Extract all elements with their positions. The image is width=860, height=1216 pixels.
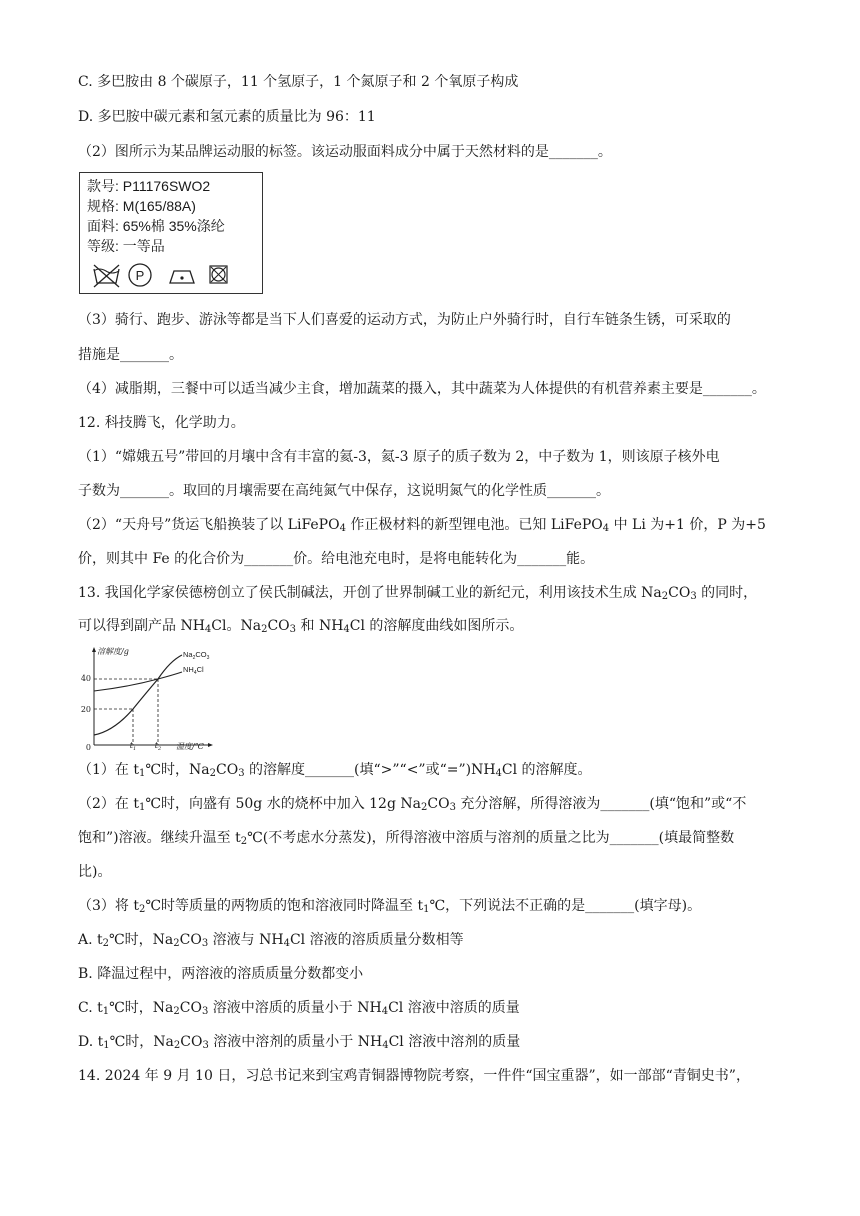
question-12-1-cont: 子数为_______。取回的月壤需要在高纯氮气中保存，这说明氮气的化学性质_______。 [78, 483, 610, 499]
svg-text:P: P [135, 268, 145, 283]
option-13-c: C. $t_1℃$时，$Na_2CO_3$ 溶液中溶质的质量小于 $NH_4Cl$ 溶液中溶质的质量 [78, 1000, 520, 1017]
question-13-cont: 可以得到副产品 $NH_4Cl$。$Na_2CO_3$ 和 $NH_4Cl$ 的溶解度曲线如图所示。 [78, 618, 524, 635]
label-grade: 等级: 一等品 [87, 238, 165, 254]
question-13-2-cont: 饱和”)溶液。继续升温至 $t_2℃$(不考虑水分蒸发)，所得溶液中溶质与溶剂的质量之比为_______(填最简整数 [78, 830, 735, 847]
y-axis-label: 溶解度/g [97, 647, 129, 656]
question-11-2: （2）图所示为某品牌运动服的标签。该运动服面料成分中属于天然材料的是_______。 [78, 144, 612, 160]
y-tick-20: 20 [80, 705, 91, 714]
curve-nh4cl [94, 672, 182, 691]
iron-low-icon [170, 271, 194, 283]
option-d: D. 多巴胺中碳元素和氢元素的质量比为 96：11 [78, 109, 376, 125]
question-12-1: （1）“嫦娥五号”带回的月壤中含有丰富的氦-3，氦-3 原子的质子数为 2，中子数为 1，则该原子核外电 [78, 449, 720, 465]
y-tick-40: 40 [80, 674, 91, 683]
label-fabric: 面料: 65%棉 35%涤纶 [87, 218, 225, 234]
question-12: 12. 科技腾飞，化学助力。 [78, 415, 245, 431]
question-13-3: （3）将 $t_2℃$时等质量的两物质的饱和溶液同时降温至 $t_1℃$，下列说法不正确的是_______(填字母)。 [78, 898, 702, 915]
question-14: 14. 2024 年 9 月 10 日，习总书记来到宝鸡青铜器博物院考察，一件件“国宝重器”，如一部部“青铜史书”， [78, 1068, 750, 1084]
label-size: 规格: M(165/88A) [87, 198, 196, 214]
option-13-a: A. $t_2℃$时，$Na_2CO_3$ 溶液与 $NH_4Cl$ 溶液的溶质质量分数相等 [78, 932, 464, 949]
no-tumble-dry-icon [210, 266, 227, 283]
x-axis-label: 温度/℃ [176, 742, 204, 751]
curve-na2co3 [94, 655, 182, 735]
question-13-1: （1）在 $t_1℃$时，$Na_2CO_3$ 的溶解度_______(填“>”“<”或“$=”)NH_4Cl$ 的溶解度。 [78, 762, 592, 779]
question-13: 13. 我国化学家侯德榜创立了侯氏制碱法，开创了世界制碱工业的新纪元，利用该技术生成 $Na_2CO_3$ 的同时， [78, 585, 758, 602]
option-13-b: B. 降温过程中，两溶液的溶质质量分数都变小 [78, 966, 364, 982]
dry-clean-p-icon [129, 264, 151, 286]
question-13-2: （2）在 $t_1℃$时，向盛有 50g 水的烧杯中加入 12g $Na_2CO_3$ 充分溶解，所得溶液为_______(填“饱和”或“不 [78, 796, 747, 813]
x-tick-t2: $t_2$ [154, 741, 162, 751]
no-wash-icon [94, 265, 119, 287]
care-icons [90, 261, 250, 289]
question-11-3: （3）骑行、跑步、游泳等都是当下人们喜爱的运动方式，为防止户外骑行时，自行车链条生锈，可采取的 [78, 312, 731, 328]
solubility-chart [78, 645, 216, 751]
question-11-4: （4）减脂期，三餐中可以适当减少主食，增加蔬菜的摄入，其中蔬菜为人体提供的有机营养素主要是_______。 [78, 381, 766, 397]
option-13-d: D. $t_1℃$时，$Na_2CO_3$ 溶液中溶剂的质量小于 $NH_4Cl$ 溶液中溶剂的质量 [78, 1034, 521, 1051]
question-12-2-cont: 价，则其中 Fe 的化合价为_______价。给电池充电时，是将电能转化为_______能。 [78, 551, 595, 567]
question-13-2-end: 比)。 [78, 864, 112, 880]
x-tick-t1: $t_1$ [129, 741, 137, 751]
option-c: C. 多巴胺由 8 个碳原子，11 个氢原子，1 个氮原子和 2 个氧原子构成 [78, 74, 519, 90]
label-style: 款号: P11176SWO2 [87, 178, 211, 194]
question-12-2: （2）“天舟号”货运飞船换装了以 LiFePO$_4$ 作正极材料的新型锂电池。已知 LiFePO$_4$ 中 Li 为+1 价，P 为+5 [78, 517, 766, 534]
label-na2co3: $Na_2CO_3$ [183, 650, 210, 661]
garment-label [79, 172, 263, 294]
question-11-3-cont: 措施是_______。 [78, 347, 183, 363]
label-nh4cl: $NH_4Cl$ [183, 665, 204, 676]
origin-label: 0 [85, 743, 91, 751]
